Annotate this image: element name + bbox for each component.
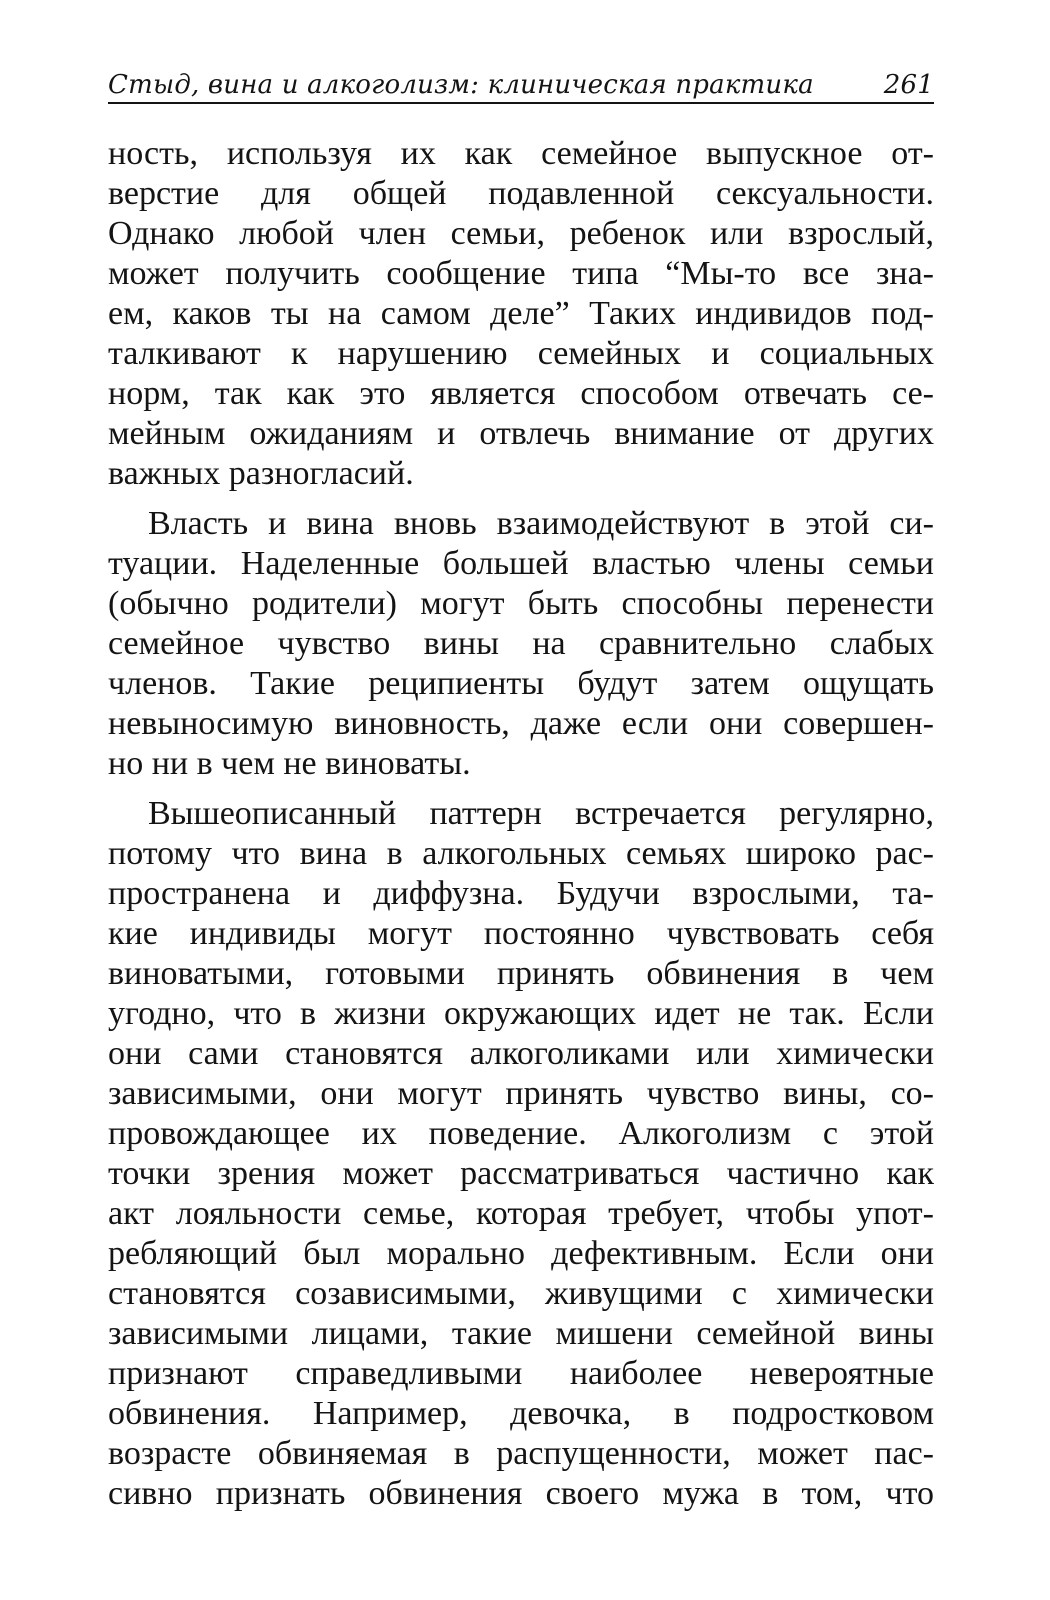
text-line: провождающее их поведение. Алкоголизм с этой <box>108 1115 934 1152</box>
text-line: ребляющий был морально дефективным. Если они <box>108 1235 934 1272</box>
page-number: 261 <box>883 70 934 100</box>
text-line: важных разногласий. <box>108 455 414 492</box>
text-line: потому что вина в алкогольных семьях широко рас- <box>108 835 934 872</box>
text-line: но ни в чем не виноваты. <box>108 745 471 782</box>
book-page <box>108 70 934 1524</box>
text-line: возрасте обвиняемая в распущенности, может пас- <box>108 1435 934 1472</box>
text-line: туации. Наделенные большей властью члены семьи <box>108 545 934 582</box>
text-line: зависимыми лицами, такие мишени семейной вины <box>108 1315 934 1352</box>
text-line: норм, так как это является способом отвечать се- <box>108 375 934 412</box>
text-line: Однако любой член семьи, ребенок или взрослый, <box>108 215 934 252</box>
text-line: членов. Такие реципиенты будут затем ощущать <box>108 665 934 702</box>
text-line: Вышеописанный паттерн встречается регулярно, <box>148 795 934 832</box>
text-line: ность, используя их как семейное выпускное от- <box>108 135 934 172</box>
text-line: невыносимую виновность, даже если они совершен- <box>108 705 934 742</box>
text-line: акт лояльности семье, которая требует, чтобы упот- <box>108 1195 934 1232</box>
running-head <box>108 70 934 104</box>
text-line: талкивают к нарушению семейных и социальных <box>108 335 934 372</box>
running-title: Стыд, вина и алкоголизм: клиническая практика <box>108 70 814 100</box>
text-line: пространена и диффузна. Будучи взрослыми, та- <box>108 875 934 912</box>
text-line: зависимыми, они могут принять чувство вины, со- <box>108 1075 934 1112</box>
text-line: ем, каков ты на самом деле” Таких индивидов под- <box>108 295 934 332</box>
text-line: кие индивиды могут постоянно чувствовать себя <box>108 915 934 952</box>
text-line: мейным ожиданиям и отвлечь внимание от других <box>108 415 934 452</box>
text-line: семейное чувство вины на сравнительно слабых <box>108 625 934 662</box>
paragraph-2 <box>108 504 934 784</box>
text-line: признают справедливыми наиболее невероятные <box>108 1355 934 1392</box>
text-line: (обычно родители) могут быть способны перенести <box>108 585 934 622</box>
paragraph-1 <box>108 134 934 494</box>
text-line: верстие для общей подавленной сексуальности. <box>108 175 934 212</box>
body-text <box>108 134 934 1514</box>
paragraph-3 <box>108 794 934 1514</box>
text-line: точки зрения может рассматриваться частично как <box>108 1155 934 1192</box>
text-line: Власть и вина вновь взаимодействуют в этой си- <box>148 505 934 542</box>
text-line: становятся созависимыми, живущими с химически <box>108 1275 934 1312</box>
text-line: может получить сообщение типа “Мы-то все зна- <box>108 255 934 292</box>
text-line: виноватыми, готовыми принять обвинения в чем <box>108 955 934 992</box>
text-line: угодно, что в жизни окружающих идет не так. Если <box>108 995 934 1032</box>
text-line: они сами становятся алкоголиками или химически <box>108 1035 934 1072</box>
text-line: обвинения. Например, девочка, в подростковом <box>108 1395 934 1432</box>
text-line: сивно признать обвинения своего мужа в том, что <box>108 1475 934 1512</box>
